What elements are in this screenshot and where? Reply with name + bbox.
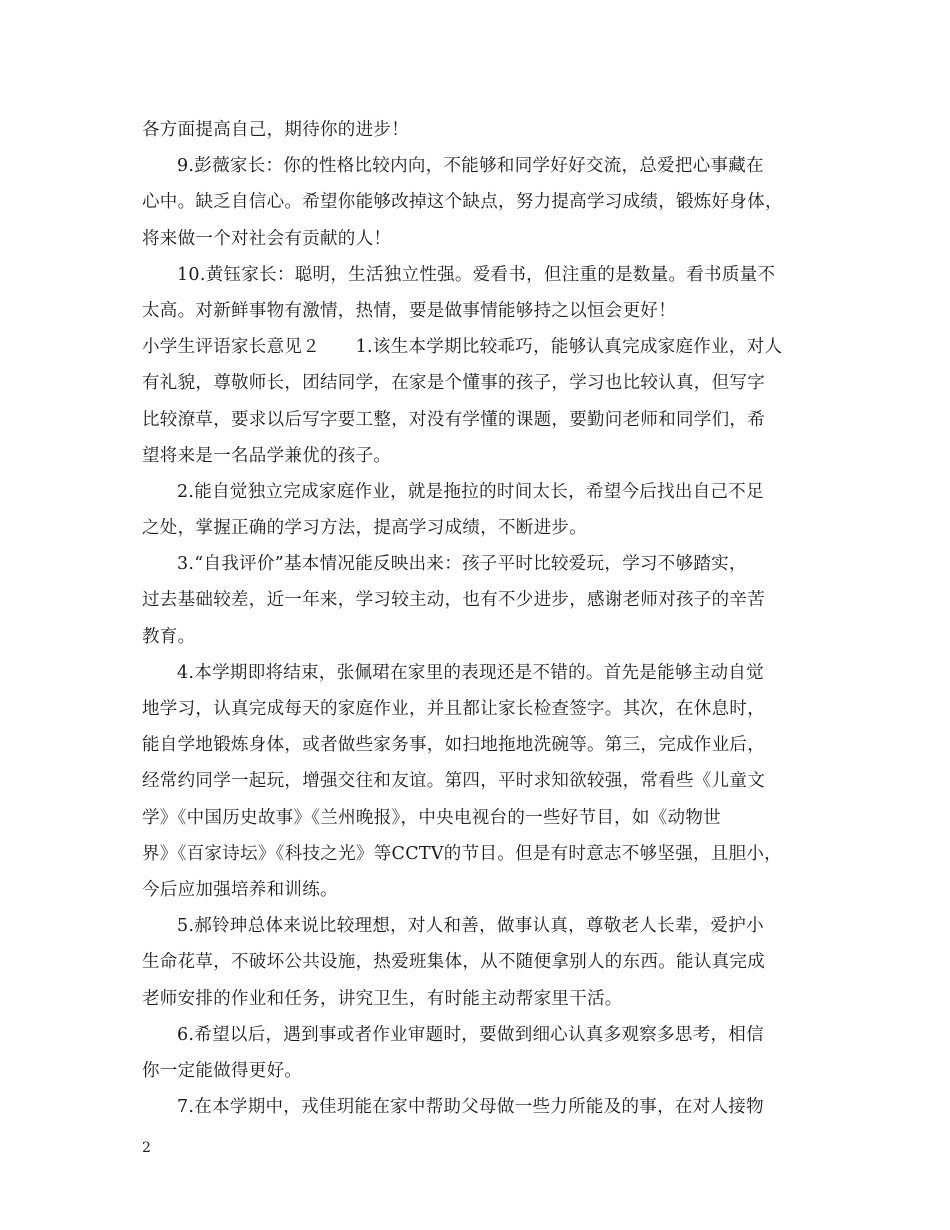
text-line: 经常约同学一起玩，增强交往和友谊。第四，平时求知欲较强，常看些《儿童文 <box>142 771 765 792</box>
text-line: 心中。缺乏自信心。希望你能够改掉这个缺点，努力提高学习成绩，锻炼好身体， <box>142 192 783 213</box>
text-line: 比较潦草，要求以后写字要工整，对没有学懂的课题，要勤问老师和同学们，希 <box>142 409 765 430</box>
text-line: 过去基础较差，近一年来，学习较主动，也有不少进步，感谢老师对孩子的辛苦 <box>142 590 765 611</box>
text-line: 6.希望以后，遇到事或者作业审题时，要做到细心认真多观察多思考，相信 <box>177 1024 764 1045</box>
text-line: 有礼貌，尊敬师长，团结同学，在家是个懂事的孩子，学习也比较认真，但写字 <box>142 373 765 394</box>
text-line: 望将来是一名品学兼优的孩子。 <box>142 445 392 466</box>
text-line: 教育。 <box>142 626 196 647</box>
text-line: 界》《百家诗坛》《科技之光》等CCTV的节目。但是有时意志不够坚强，且胆小， <box>142 843 782 864</box>
text-line: 4.本学期即将结束，张佩珺在家里的表现还是不错的。首先是能够主动自觉 <box>177 662 764 683</box>
text-line: 9.彭薇家长：你的性格比较内向，不能够和同学好好交流，总爱把心事藏在 <box>177 156 764 177</box>
text-line: 10.黄钰家长：聪明，生活独立性强。爱看书，但注重的是数量。看书质量不 <box>177 264 776 285</box>
text-line: 5.郝铃珅总体来说比较理想，对人和善，做事认真，尊敬老人长辈，爱护小 <box>177 916 764 937</box>
text-line: 老师安排的作业和任务，讲究卫生，有时能主动帮家里干活。 <box>142 988 623 1009</box>
text-line: 你一定能做得更好。 <box>142 1060 303 1081</box>
text-line: 学》《中国历史故事》《兰州晚报》，中央电视台的一些好节目，如《动物世 <box>142 807 721 828</box>
text-line: 能自学地锻炼身体，或者做些家务事，如扫地拖地洗碗等。第三，完成作业后， <box>142 735 765 756</box>
text-line: 地学习，认真完成每天的家庭作业，并且都让家长检查签字。其次，在休息时， <box>142 699 765 719</box>
text-line: 7.在本学期中，戎佳玥能在家中帮助父母做一些力所能及的事，在对人接物 <box>177 1097 764 1118</box>
text-line: 3.“自我评价”基本情况能反映出来：孩子平时比较爱玩，学习不够踏实， <box>177 554 747 575</box>
text-line: 生命花草，不破坏公共设施，热爱班集体，从不随便拿别人的东西。能认真完成 <box>142 952 765 973</box>
text-line: 各方面提高自己，期待你的进步！ <box>142 120 409 140</box>
text-line: 今后应加强培养和训练。 <box>142 879 338 900</box>
text-line: 将来做一个对社会有贡献的人！ <box>142 228 392 249</box>
text-line: 2.能自觉独立完成家庭作业，就是拖拉的时间太长，希望今后找出自己不足 <box>177 481 764 502</box>
text-line: 之处，掌握正确的学习方法，提高学习成绩，不断进步。 <box>142 518 587 539</box>
text-line: 小学生评语家长意见２ 1.该生本学期比较乖巧，能够认真完成家庭作业，对人 <box>142 337 783 358</box>
text-line: 太高。对新鲜事物有激情，热情，要是做事情能够持之以恒会更好！ <box>142 300 676 321</box>
page-number: 2 <box>142 1140 151 1156</box>
document-body <box>142 112 822 1125</box>
